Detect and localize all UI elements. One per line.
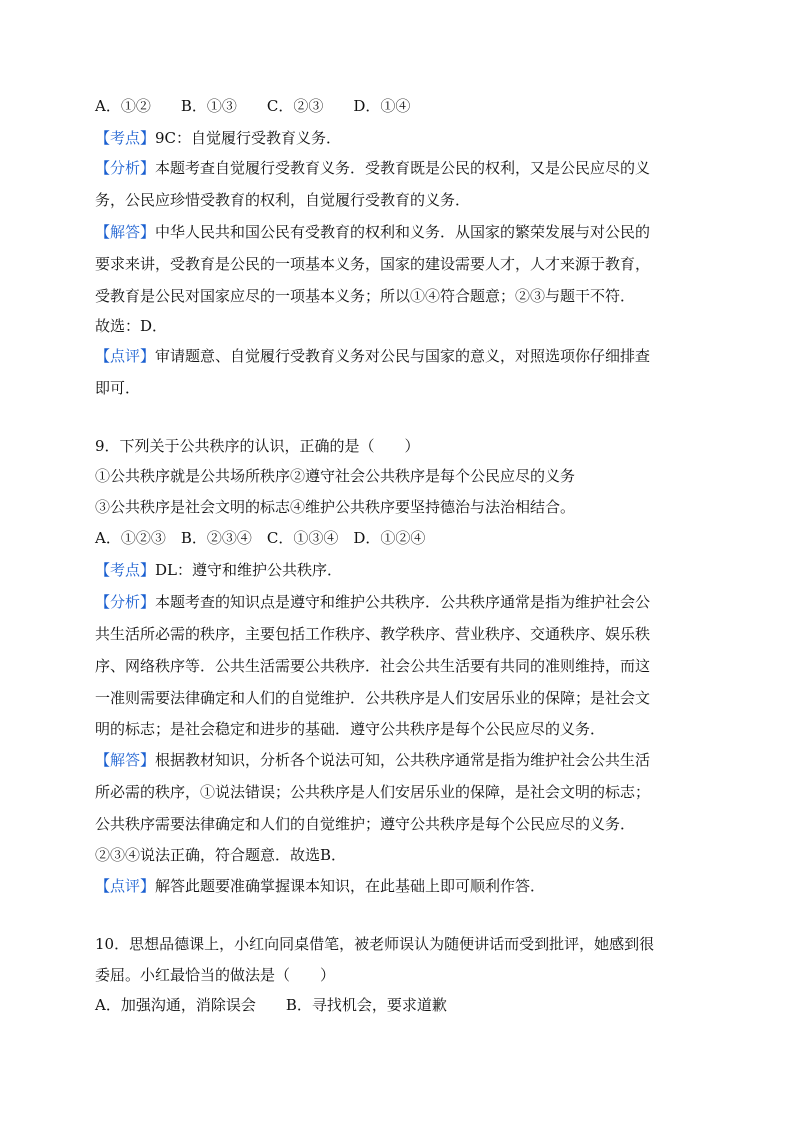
- q9-dianping: [95, 876, 545, 896]
- q9-fenxi: [95, 592, 650, 612]
- dianping-line: 解答此题要准确掌握课本知识，在此基础上即可顺利作答．: [155, 877, 546, 895]
- jieda-line: 受教育是公民对国家应尽的一项基本义务；所以①④符合题意；②③与题干不符．: [95, 287, 636, 305]
- q10-options: [95, 995, 447, 1015]
- dianping-tag: 【点评】: [95, 877, 156, 895]
- fenxi-tag: 【分析】: [95, 159, 156, 177]
- jieda-line: 根据教材知识，分析各个说法可知，公共秩序通常是指为维护社会公共生活: [155, 751, 651, 769]
- q9-kaodian: [95, 560, 342, 580]
- jieda-tag: 【解答】: [95, 751, 156, 769]
- kaodian-text: DL：遵守和维护公共秩序．: [155, 561, 343, 579]
- q9-stem: 9．下列关于公共秩序的认识，正确的是（ ）: [95, 437, 420, 455]
- q10-option-a: A．加强沟通，消除误会: [95, 996, 256, 1014]
- fenxi-line: 序、网络秩序等．公共生活需要公共秩序．社会公共生活要有共同的准则维持，而这: [95, 657, 651, 675]
- dianping-line: 审请题意、自觉履行受教育义务对公民与国家的意义，对照选项你仔细排查: [155, 347, 651, 365]
- q10-option-b: B．寻找机会，要求道歉: [285, 996, 447, 1014]
- jieda-line: 所必需的秩序，①说法错误；公共秩序是人们安居乐业的保障，是社会文明的标志；: [95, 783, 651, 801]
- q8-options: A．①② B．①③ C．②③ D．①④: [95, 97, 411, 115]
- fenxi-tag: 【分析】: [95, 593, 156, 611]
- fenxi-line: 共生活所必需的秩序，主要包括工作秩序、教学秩序、营业秩序、交通秩序、娱乐秩: [95, 625, 651, 643]
- jieda-line: 公共秩序需要法律确定和人们的自觉维护；遵守公共秩序是每个公民应尽的义务．: [95, 815, 636, 833]
- jieda-line: 要求来讲，受教育是公民的一项基本义务，国家的建设需要人才，人才来源于教育，: [95, 255, 651, 273]
- q8-kaodian: [95, 128, 341, 148]
- q9-item-line: ①公共秩序就是公共场所秩序②遵守社会公共秩序是每个公民应尽的义务: [95, 467, 576, 485]
- fenxi-line: 本题考查自觉履行受教育义务．受教育既是公民的权利，又是公民应尽的义: [155, 159, 651, 177]
- dianping-tag: 【点评】: [95, 347, 156, 365]
- kaodian-tag: 【考点】: [95, 561, 156, 579]
- fenxi-line: 一准则需要法律确定和人们的自觉维护．公共秩序是人们安居乐业的保障；是社会文: [95, 689, 651, 707]
- fenxi-line: 明的标志；是社会稳定和进步的基础．遵守公共秩序是每个公民应尽的义务．: [95, 720, 606, 738]
- q10-stem: 委屈。小红最恰当的做法是（ ）: [95, 966, 336, 984]
- q8-fenxi: [95, 158, 650, 178]
- q10-stem: 10．思想品德课上，小红向同桌借笔，被老师误认为随便讲话而受到批评，她感到很: [95, 935, 655, 953]
- q9-item-line: ③公共秩序是社会文明的标志④维护公共秩序要坚持德治与法治相结合。: [95, 498, 576, 516]
- jieda-tag: 【解答】: [95, 223, 156, 241]
- q8-jieda: [95, 222, 650, 242]
- dianping-line: 即可．: [95, 379, 141, 397]
- fenxi-line: 本题考查的知识点是遵守和维护公共秩序．公共秩序通常是指为维护社会公: [155, 593, 651, 611]
- jieda-line: ②③④说法正确，符合题意．故选B．: [95, 846, 347, 864]
- q9-jieda: [95, 750, 650, 770]
- q8-answer: 故选：D．: [95, 317, 168, 335]
- q8-dianping: [95, 346, 650, 366]
- fenxi-line: 务，公民应珍惜受教育的权利，自觉履行受教育的义务．: [95, 191, 471, 209]
- kaodian-text: 9C：自觉履行受教育义务．: [155, 129, 342, 147]
- jieda-line: 中华人民共和国公民有受教育的权利和义务．从国家的繁荣发展与对公民的: [155, 223, 651, 241]
- kaodian-tag: 【考点】: [95, 129, 156, 147]
- q9-options: A．①②③ B．②③④ C．①③④ D．①②④: [95, 529, 426, 547]
